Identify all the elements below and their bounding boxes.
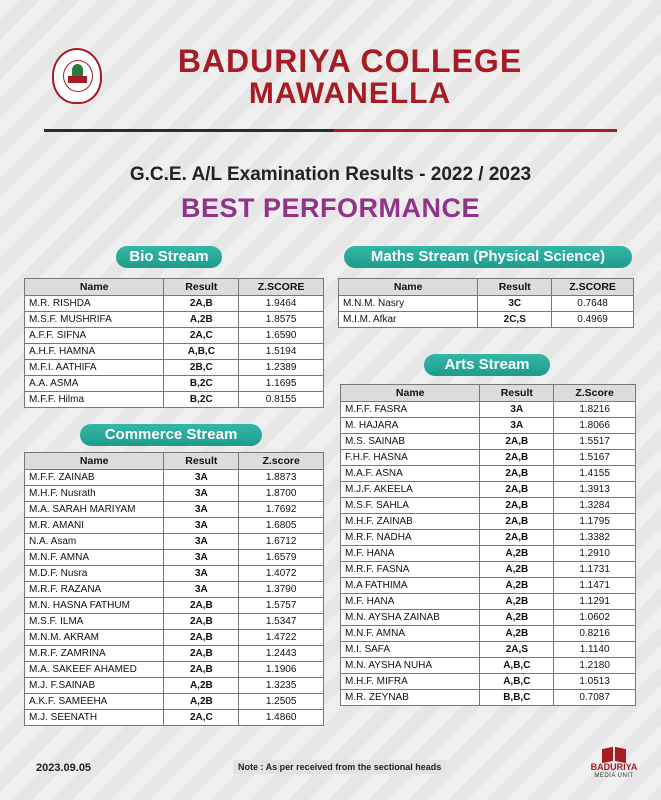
commerce-stream-heading: Commerce Stream xyxy=(80,424,262,446)
z-score: 1.1731 xyxy=(554,562,636,578)
open-book-icon xyxy=(601,742,627,762)
table-row xyxy=(25,662,324,678)
student-name: M.F. HANA xyxy=(341,546,480,562)
table-row xyxy=(341,594,636,610)
result-grade: 3A xyxy=(164,470,239,486)
table-header-row xyxy=(25,279,324,296)
student-name: A.H.F. HAMNA xyxy=(25,344,164,360)
table-row xyxy=(341,658,636,674)
bio-stream-table xyxy=(24,278,324,408)
table-row xyxy=(25,296,324,312)
table-header-row xyxy=(25,453,324,470)
table-row xyxy=(25,582,324,598)
z-score: 1.3235 xyxy=(239,678,324,694)
result-grade: A,2B xyxy=(480,626,554,642)
column-header-result: Result xyxy=(478,279,552,296)
student-name: M.N.F. AMNA xyxy=(25,550,164,566)
z-score: 0.8216 xyxy=(554,626,636,642)
z-score: 1.5757 xyxy=(239,598,324,614)
result-grade: B,2C xyxy=(164,376,239,392)
result-grade: 2A,B xyxy=(480,450,554,466)
student-name: M.N. HASNA FATHUM xyxy=(25,598,164,614)
student-name: M.R.F. FASNA xyxy=(341,562,480,578)
result-grade: 2A,B xyxy=(480,530,554,546)
table-row xyxy=(25,502,324,518)
result-grade: A,2B xyxy=(480,594,554,610)
result-grade: A,2B xyxy=(480,562,554,578)
table-row xyxy=(341,482,636,498)
college-name xyxy=(140,44,560,110)
table-row xyxy=(341,642,636,658)
table-row xyxy=(25,518,324,534)
student-name: M.I. SAFA xyxy=(341,642,480,658)
table-row xyxy=(25,598,324,614)
column-header-result: Result xyxy=(480,385,554,402)
student-name: M.A FATHIMA xyxy=(341,578,480,594)
table-row xyxy=(341,674,636,690)
student-name: F.H.F. HASNA xyxy=(341,450,480,466)
result-grade: A,2B xyxy=(164,694,239,710)
z-score: 1.2389 xyxy=(239,360,324,376)
table-row xyxy=(25,328,324,344)
student-name: M.A. SAKEEF AHAMED xyxy=(25,662,164,678)
commerce-stream-table xyxy=(24,452,324,726)
z-score: 1.0513 xyxy=(554,674,636,690)
maths-stream-table xyxy=(338,278,634,328)
table-row xyxy=(25,392,324,408)
result-grade: A,B,C xyxy=(480,658,554,674)
student-name: M.R.F. NADHA xyxy=(341,530,480,546)
student-name: M.S.F. ILMA xyxy=(25,614,164,630)
z-score: 1.5167 xyxy=(554,450,636,466)
result-grade: A,B,C xyxy=(480,674,554,690)
column-header-zscore: Z.SCORE xyxy=(239,279,324,296)
result-grade: 2A,C xyxy=(164,710,239,726)
student-name: N.A. Asam xyxy=(25,534,164,550)
result-grade: 2A,B xyxy=(164,296,239,312)
student-name: M.N. AYSHA NUHA xyxy=(341,658,480,674)
table-row xyxy=(25,566,324,582)
student-name: M.I.M. Afkar xyxy=(339,312,478,328)
z-score: 1.3284 xyxy=(554,498,636,514)
result-grade: 3A xyxy=(164,566,239,582)
student-name: M.D.F. Nusra xyxy=(25,566,164,582)
z-score: 1.1471 xyxy=(554,578,636,594)
table-row xyxy=(25,710,324,726)
student-name: M.R. AMANI xyxy=(25,518,164,534)
student-name: M.J.F. AKEELA xyxy=(341,482,480,498)
footer-note: Note : As per received from the sectional heads xyxy=(233,760,446,774)
z-score: 1.6712 xyxy=(239,534,324,550)
table-row xyxy=(25,678,324,694)
student-name: M.R. RISHDA xyxy=(25,296,164,312)
table-header-row xyxy=(341,385,636,402)
table-row xyxy=(25,694,324,710)
z-score: 1.6579 xyxy=(239,550,324,566)
student-name: M.S. SAINAB xyxy=(341,434,480,450)
result-grade: 3A xyxy=(164,534,239,550)
result-grade: A,B,C xyxy=(164,344,239,360)
table-row xyxy=(341,530,636,546)
table-header-row xyxy=(339,279,634,296)
table-row xyxy=(25,312,324,328)
table-row xyxy=(25,614,324,630)
z-score: 1.3790 xyxy=(239,582,324,598)
z-score: 0.8155 xyxy=(239,392,324,408)
result-grade: 2A,B xyxy=(164,598,239,614)
table-row xyxy=(341,546,636,562)
z-score: 1.5194 xyxy=(239,344,324,360)
column-header-zscore: Z.SCORE xyxy=(552,279,634,296)
z-score: 1.4155 xyxy=(554,466,636,482)
arts-stream-table xyxy=(340,384,636,706)
student-name: M.J. SEENATH xyxy=(25,710,164,726)
result-grade: 2A,B xyxy=(164,630,239,646)
table-row xyxy=(25,360,324,376)
table-row xyxy=(341,402,636,418)
result-grade: 3A xyxy=(164,486,239,502)
college-name-line1: BADURIYA COLLEGE xyxy=(177,43,523,79)
table-row xyxy=(25,550,324,566)
table-row xyxy=(341,450,636,466)
z-score: 1.8700 xyxy=(239,486,324,502)
student-name: M.N.F. AMNA xyxy=(341,626,480,642)
result-grade: 3C xyxy=(478,296,552,312)
z-score: 1.4860 xyxy=(239,710,324,726)
result-grade: 2A,B xyxy=(480,498,554,514)
result-grade: 2A,C xyxy=(164,328,239,344)
z-score: 1.1140 xyxy=(554,642,636,658)
z-score: 1.1291 xyxy=(554,594,636,610)
result-grade: 2A,B xyxy=(480,434,554,450)
student-name: M.F.I. AATHIFA xyxy=(25,360,164,376)
table-row xyxy=(25,486,324,502)
student-name: M.S.F. SAHLA xyxy=(341,498,480,514)
column-header-zscore: Z.Score xyxy=(554,385,636,402)
z-score: 1.5517 xyxy=(554,434,636,450)
column-header-result: Result xyxy=(164,453,239,470)
student-name: M. HAJARA xyxy=(341,418,480,434)
z-score: 1.2180 xyxy=(554,658,636,674)
table-row xyxy=(341,498,636,514)
z-score: 0.7087 xyxy=(554,690,636,706)
student-name: M.R.F. RAZANA xyxy=(25,582,164,598)
z-score: 1.8873 xyxy=(239,470,324,486)
result-grade: 2C,S xyxy=(478,312,552,328)
exam-title: G.C.E. A/L Examination Results - 2022 / 2023 xyxy=(129,164,532,185)
table-row xyxy=(339,312,634,328)
table-row xyxy=(341,514,636,530)
student-name: M.R.F. ZAMRINA xyxy=(25,646,164,662)
result-grade: 2A,S xyxy=(480,642,554,658)
table-row xyxy=(341,434,636,450)
z-score: 1.8066 xyxy=(554,418,636,434)
result-grade: A,2B xyxy=(164,678,239,694)
z-score: 1.1906 xyxy=(239,662,324,678)
z-score: 1.0602 xyxy=(554,610,636,626)
result-grade: A,2B xyxy=(480,610,554,626)
table-row xyxy=(25,344,324,360)
media-unit-name: BADURIYA xyxy=(590,762,638,772)
student-name: A.F.F. SIFNA xyxy=(25,328,164,344)
table-row xyxy=(341,562,636,578)
table-row xyxy=(341,626,636,642)
z-score: 1.5347 xyxy=(239,614,324,630)
header-divider-red xyxy=(334,129,617,132)
z-score: 1.8216 xyxy=(554,402,636,418)
z-score: 1.3382 xyxy=(554,530,636,546)
bio-stream-heading: Bio Stream xyxy=(116,246,222,268)
student-name: M.F.F. ZAINAB xyxy=(25,470,164,486)
z-score: 1.9464 xyxy=(239,296,324,312)
result-grade: 3A xyxy=(164,502,239,518)
z-score: 1.2910 xyxy=(554,546,636,562)
media-unit-subtitle: MEDIA UNIT xyxy=(594,773,634,779)
student-name: M.N. AYSHA ZAINAB xyxy=(341,610,480,626)
result-grade: 3A xyxy=(164,518,239,534)
student-name: M.N.M. Nasry xyxy=(339,296,478,312)
column-header-result: Result xyxy=(164,279,239,296)
student-name: M.R. ZEYNAB xyxy=(341,690,480,706)
column-header-name: Name xyxy=(339,279,478,296)
result-grade: 2B,C xyxy=(164,360,239,376)
result-grade: B,B,C xyxy=(480,690,554,706)
table-row xyxy=(341,610,636,626)
student-name: M.F. HANA xyxy=(341,594,480,610)
result-grade: 2A,B xyxy=(480,482,554,498)
media-unit-logo xyxy=(590,742,638,780)
student-name: A.K.F. SAMEEHA xyxy=(25,694,164,710)
z-score: 1.4072 xyxy=(239,566,324,582)
result-grade: A,2B xyxy=(480,546,554,562)
z-score: 1.7692 xyxy=(239,502,324,518)
table-row xyxy=(341,578,636,594)
best-performance-heading: BEST PERFORMANCE xyxy=(180,193,480,223)
z-score: 0.7648 xyxy=(552,296,634,312)
column-header-zscore: Z.score xyxy=(239,453,324,470)
result-grade: 2A,B xyxy=(164,614,239,630)
student-name: M.F.F. Hilma xyxy=(25,392,164,408)
result-grade: A,2B xyxy=(164,312,239,328)
header-divider-dark xyxy=(44,129,334,132)
result-grade: 2A,B xyxy=(164,662,239,678)
table-row xyxy=(25,534,324,550)
result-grade: B,2C xyxy=(164,392,239,408)
table-row xyxy=(25,646,324,662)
table-row xyxy=(25,630,324,646)
table-row xyxy=(341,418,636,434)
z-score: 1.6590 xyxy=(239,328,324,344)
student-name: M.F.F. FASRA xyxy=(341,402,480,418)
result-grade: 2A,B xyxy=(480,466,554,482)
result-grade: A,2B xyxy=(480,578,554,594)
result-grade: 2A,B xyxy=(164,646,239,662)
table-row xyxy=(341,466,636,482)
result-grade: 3A xyxy=(164,582,239,598)
arts-stream-heading: Arts Stream xyxy=(424,354,550,376)
result-grade: 3A xyxy=(480,402,554,418)
result-grade: 3A xyxy=(164,550,239,566)
z-score: 1.1695 xyxy=(239,376,324,392)
publish-date: 2023.09.05 xyxy=(36,762,92,774)
table-row xyxy=(341,690,636,706)
result-grade: 3A xyxy=(480,418,554,434)
student-name: A.A. ASMA xyxy=(25,376,164,392)
z-score: 1.8575 xyxy=(239,312,324,328)
z-score: 1.2443 xyxy=(239,646,324,662)
table-row xyxy=(339,296,634,312)
column-header-name: Name xyxy=(341,385,480,402)
student-name: M.A.F. ASNA xyxy=(341,466,480,482)
z-score: 1.3913 xyxy=(554,482,636,498)
z-score: 0.4969 xyxy=(552,312,634,328)
column-header-name: Name xyxy=(25,279,164,296)
college-crest-icon xyxy=(52,48,102,104)
z-score: 1.4722 xyxy=(239,630,324,646)
student-name: M.H.F. MIFRA xyxy=(341,674,480,690)
college-name-line2: MAWANELLA xyxy=(248,77,452,110)
student-name: M.H.F. ZAINAB xyxy=(341,514,480,530)
z-score: 1.1795 xyxy=(554,514,636,530)
student-name: M.A. SARAH MARIYAM xyxy=(25,502,164,518)
maths-stream-heading: Maths Stream (Physical Science) xyxy=(344,246,632,268)
student-name: M.J. F.SAINAB xyxy=(25,678,164,694)
column-header-name: Name xyxy=(25,453,164,470)
z-score: 1.2505 xyxy=(239,694,324,710)
table-row xyxy=(25,376,324,392)
student-name: M.S.F. MUSHRIFA xyxy=(25,312,164,328)
result-grade: 2A,B xyxy=(480,514,554,530)
table-row xyxy=(25,470,324,486)
student-name: M.H.F. Nusrath xyxy=(25,486,164,502)
student-name: M.N.M. AKRAM xyxy=(25,630,164,646)
z-score: 1.6805 xyxy=(239,518,324,534)
